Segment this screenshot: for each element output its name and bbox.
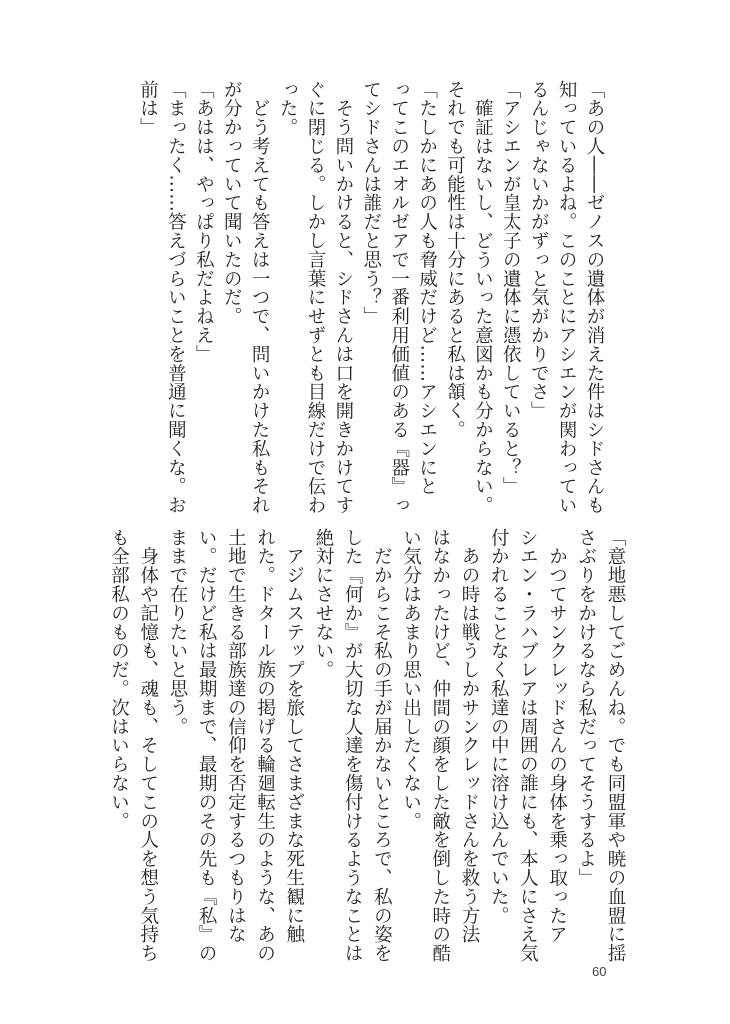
text-line: した『何か』が大切な人達を傷付けるようなことは xyxy=(342,528,364,963)
text-line: あの時は戦うしかサンクレッドさんを救う方法 xyxy=(458,528,480,944)
text-block-lower xyxy=(104,528,630,963)
text-line: シエン・ラハブレアは周囲の誰にも、本人にさえ気 xyxy=(517,528,539,963)
text-line: 前は」 xyxy=(137,80,159,137)
text-line: てシドさんは誰だと思う？」 xyxy=(360,80,382,326)
text-line: 土地で生きる部族達の信仰を否定するつもりはな xyxy=(225,528,247,944)
text-line: 知っているよね。このことにアシエンが関わってい xyxy=(556,80,578,515)
text-line: も全部私のものだ。次はいらない。 xyxy=(108,528,130,831)
text-line: それでも可能性は十分にあると私は頷く。 xyxy=(444,80,466,440)
text-line: った。 xyxy=(277,80,299,137)
text-line: 「アシエンが皇太子の遺体に憑依していると？」 xyxy=(500,80,522,496)
text-line: 「あはは、やっぱり私だよねえ」 xyxy=(193,80,215,364)
text-line: どう考えても答えは一つで、問いかけた私もそれ xyxy=(249,80,271,515)
text-line: 「まったく……答えづらいことを普通に聞くな。お xyxy=(165,80,187,515)
text-line: 身体や記憶も、魂も、そしてこの人を想う気持ち xyxy=(137,528,159,963)
text-line: 「あの人――ゼノスの遺体が消えた件はシドさんも xyxy=(584,80,605,515)
text-line: 「意地悪してごめんね。でも同盟軍や暁の血盟に揺 xyxy=(605,528,626,963)
text-line: かつてサンクレッドさんの身体を乗っ取ったア xyxy=(546,528,568,944)
text-line: 「たしかにあの人も脅威だけど……アシエンにと xyxy=(416,80,438,496)
text-line: だからこそ私の手が届かないところで、私の姿を xyxy=(371,528,393,963)
text-line: い気分はあまり思い出したくない。 xyxy=(400,528,422,831)
text-line: 確証はないし、どういった意図かも分からない。 xyxy=(472,80,494,515)
text-block-upper xyxy=(134,80,608,515)
text-line: ってこのエオルゼアで一番利用価値のある『器』っ xyxy=(388,80,410,515)
text-line: い。だけど私は最期まで、最期のその先も『私』の xyxy=(196,528,218,963)
text-line: 付かれることなく私達の中に溶け込んでいた。 xyxy=(488,528,510,925)
text-line: 絶対にさせない。 xyxy=(312,528,334,680)
page-number: 60 xyxy=(592,964,607,979)
text-line: れた。ドタール族の掲げる輪廻転生のような、あの xyxy=(254,528,276,963)
text-line: ぐに閉じる。しかし言葉にせずとも目線だけで伝わ xyxy=(304,80,326,515)
text-line: ままで在りたいと思う。 xyxy=(166,528,188,736)
text-line: が分かっていて聞いたのだ。 xyxy=(221,80,243,326)
text-line: はなかったけど、仲間の顔をした敵を倒した時の酷 xyxy=(429,528,451,963)
text-line: るんじゃないかがずっと気がかりでさ」 xyxy=(528,80,550,421)
text-line: さぶりをかけるなら私だってそうするよ」 xyxy=(575,528,597,888)
text-line: アジムステップを旅してさまざまな死生観に触 xyxy=(283,528,305,944)
text-line: そう問いかけると、シドさんは口を開きかけてす xyxy=(332,80,354,515)
